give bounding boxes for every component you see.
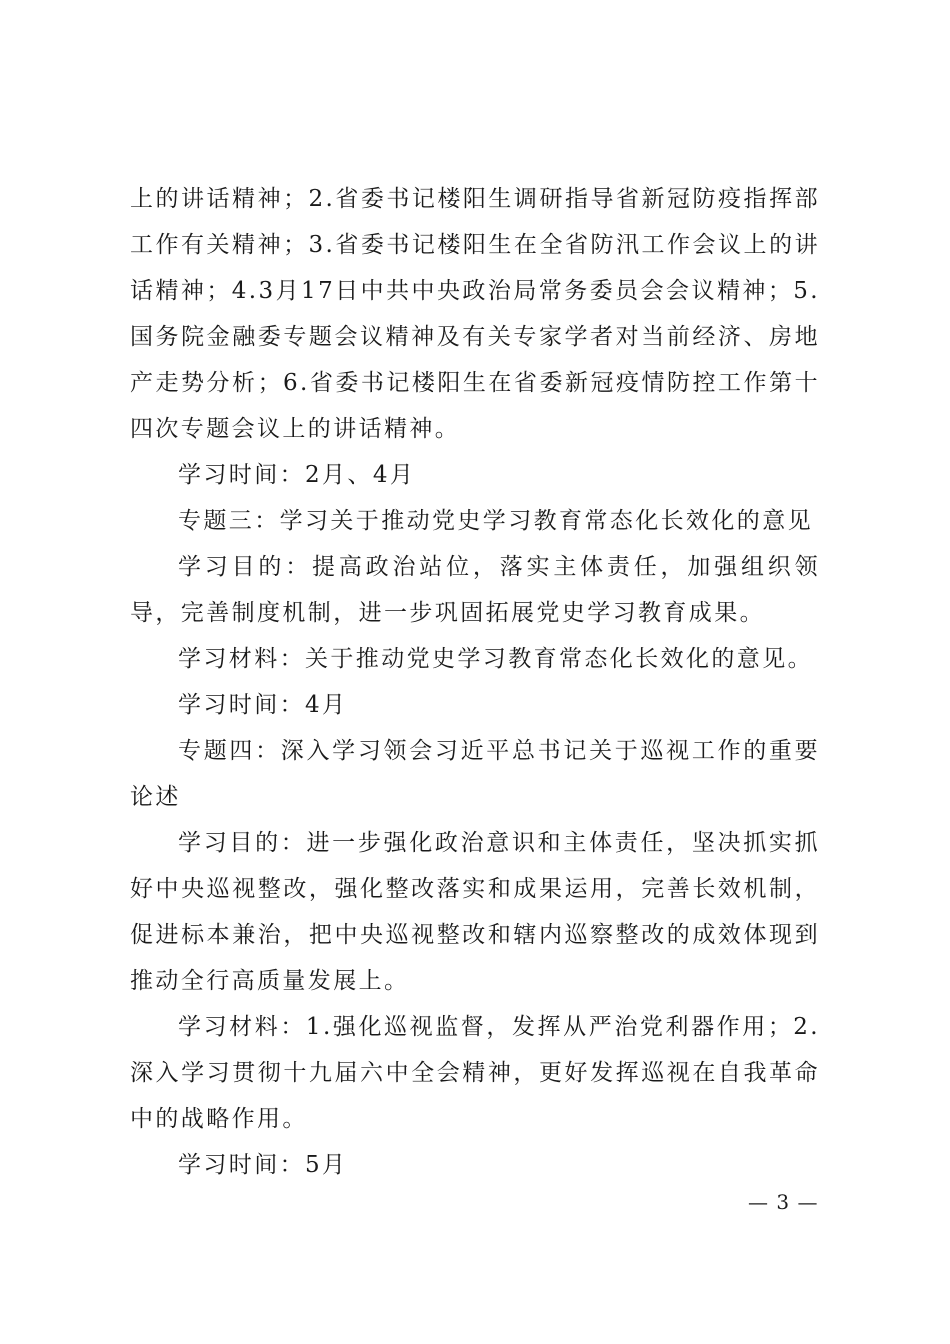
- paragraph-topic-four-heading: 专题四：深入学习领会习近平总书记关于巡视工作的重要论述: [130, 738, 820, 810]
- paragraph-study-time-4: 学习时间：5月: [178, 1152, 348, 1178]
- paragraph-study-material-4: 学习材料：1.强化巡视监督，发挥从严治党利器作用；2.深入学习贯彻十九届六中全会精神，更好发挥巡视在自我革命中的战略作用。: [130, 1014, 820, 1132]
- paragraph-continuation: 上的讲话精神；2.省委书记楼阳生调研指导省新冠防疫指挥部工作有关精神；3.省委书记楼阳生在全省防汛工作会议上的讲话精神；4.3月17日中共中央政治局常务委员会会议精神；5.国务院金融委专题会议精神及有关专家学者对当前经济、房地产走势分析；6.省委书记楼阳生在省委新冠疫情防控工作第十四次专题会议上的讲话精神。: [130, 186, 820, 442]
- paragraph-study-purpose-4: 学习目的：进一步强化政治意识和主体责任，坚决抓实抓好中央巡视整改，强化整改落实和成果运用，完善长效机制，促进标本兼治，把中央巡视整改和辖内巡察整改的成效体现到推动全行高质量发展上。: [130, 830, 820, 994]
- page-number: — 3 —: [748, 1190, 819, 1214]
- paragraph-study-time-3: 学习时间：4月: [178, 692, 348, 718]
- document-body: [130, 176, 820, 1188]
- paragraph-study-purpose-3: 学习目的：提高政治站位，落实主体责任，加强组织领导，完善制度机制，进一步巩固拓展党史学习教育成果。: [130, 554, 820, 626]
- paragraph-study-material-3: 学习材料：关于推动党史学习教育常态化长效化的意见。: [178, 646, 813, 672]
- paragraph-topic-three-heading: 专题三：学习关于推动党史学习教育常态化长效化的意见: [178, 508, 813, 534]
- paragraph-study-time-1: 学习时间：2月、4月: [178, 462, 416, 488]
